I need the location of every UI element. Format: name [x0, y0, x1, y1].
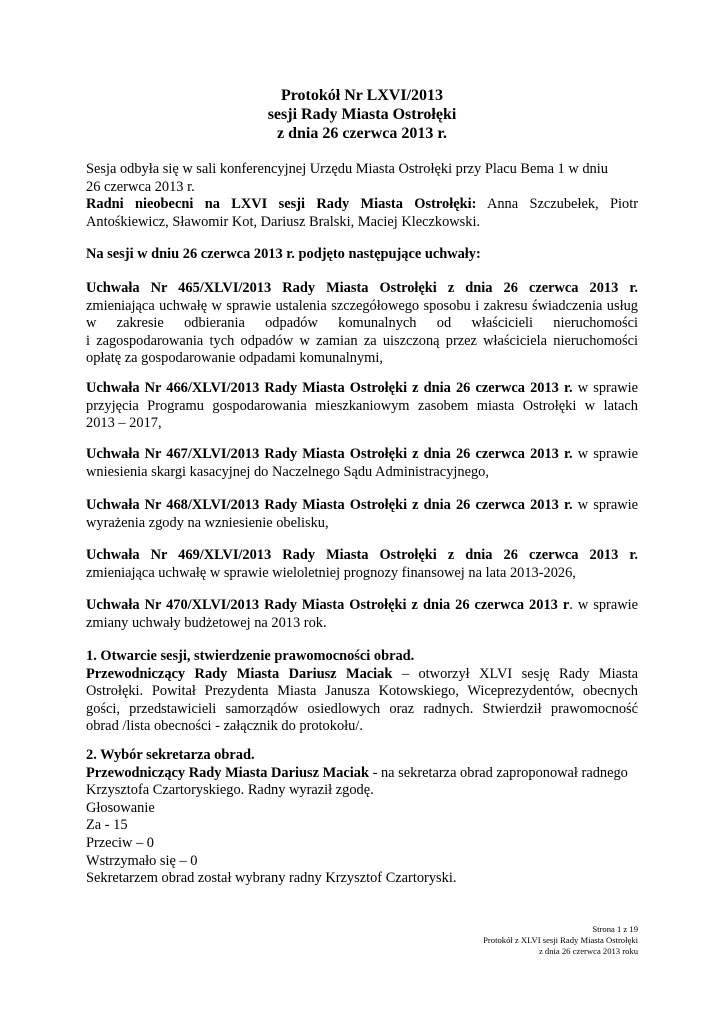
- section-1: [86, 648, 638, 736]
- vote-for: Za - 15: [86, 817, 128, 834]
- document-title: [86, 86, 638, 143]
- session-location-line-1: Sesja odbyła się w sali konferencyjnej Urzędu Miasta Ostrołęki przy Placu Bema 1 w dniu: [86, 161, 608, 177]
- section-2-line-1-rest: - na sekretarza obrad zaproponował radnego: [368, 764, 628, 781]
- resolution-head: Uchwała Nr 466/XLVI/2013 Rady Miasta Ostrołęki z dnia 26 czerwca 2013 r.: [86, 380, 573, 396]
- resolution-line: opłatę za gospodarowanie odpadami komunalnymi,: [86, 350, 383, 367]
- resolution-head: Uchwała Nr 467/XLVI/2013 Rady Miasta Ostrołęki z dnia 26 czerwca 2013 r.: [86, 446, 573, 462]
- section-2: [86, 747, 638, 888]
- resolution-line: 2013 – 2017,: [86, 415, 162, 432]
- absent-councillors-line-1: [86, 196, 638, 214]
- session-info: [86, 161, 638, 231]
- resolution-469: [86, 547, 638, 582]
- footer-doc-title: Protokół z XLVI sesji Rady Miasta Ostrołęki: [483, 935, 638, 945]
- resolutions-heading: Na sesji w dniu 26 czerwca 2013 r. podjęto następujące uchwały:: [86, 246, 481, 262]
- resolution-465: [86, 280, 638, 368]
- resolution-line: w zakresie odbierania odpadów komunalnych od właścicieli nieruchomości: [86, 315, 638, 332]
- section-1-line: gości, przedstawicieli samorządów osiedlowych oraz radnych. Stwierdził prawomocność: [86, 700, 638, 717]
- resolution-head: Uchwała Nr 468/XLVI/2013 Rady Miasta Ostrołęki z dnia 26 czerwca 2013 r.: [86, 497, 573, 513]
- resolution-line: zmiany uchwały budżetowej na 2013 rok.: [86, 614, 327, 631]
- section-2-line-1: [86, 765, 638, 783]
- resolution-line: zmieniająca uchwałę w sprawie ustalenia szczegółowego sposobu i zakresu świadczenia usług: [86, 297, 638, 314]
- resolution-head-tail: w sprawie: [572, 380, 639, 396]
- resolution-head-line: [86, 597, 638, 615]
- secretary-result: Sekretarzem obrad został wybrany radny Krzysztof Czartoryski.: [86, 870, 457, 887]
- absent-label: Radni nieobecni na LXVI sesji Rady Miasta Ostrołęki:: [86, 196, 477, 213]
- resolution-head-tail: . w sprawie: [569, 597, 638, 613]
- vote-against: Przeciw – 0: [86, 834, 154, 851]
- resolution-468: [86, 497, 638, 532]
- section-1-line-1: [86, 666, 638, 684]
- resolution-head-line: [86, 497, 638, 515]
- section-2-heading: 2. Wybór sekretarza obrad.: [86, 747, 255, 763]
- resolution-head-line: [86, 380, 638, 398]
- resolution-head-line: [86, 446, 638, 464]
- vote-abstain: Wstrzymało się – 0: [86, 852, 198, 869]
- resolution-head: Uchwała Nr 469/XLVI/2013 Rady Miasta Ostrołęki z dnia 26 czerwca 2013 r.: [86, 547, 638, 563]
- section-1-line-1-rest: – otworzył XLVI sesję Rady Miasta: [392, 665, 639, 682]
- page-footer: [483, 924, 638, 957]
- resolution-line: wniesienia skargi kasacyjnej do Naczelnego Sądu Administracyjnego,: [86, 463, 489, 480]
- vote-label: Głosowanie: [86, 799, 155, 816]
- resolution-head-tail: w sprawie: [572, 446, 639, 462]
- resolution-470: [86, 597, 638, 632]
- section-2-line-2: Krzysztofa Czartoryskiego. Radny wyraził zgodę.: [86, 782, 374, 799]
- resolution-466: [86, 380, 638, 433]
- resolution-line: przyjęcia Programu gospodarowania mieszkaniowym zasobem miasta Ostrołęki w latach: [86, 397, 638, 414]
- title-line-2: sesji Rady Miasta Ostrołęki: [267, 106, 457, 123]
- resolution-467: [86, 446, 638, 481]
- session-location-line-2: 26 czerwca 2013 r.: [86, 178, 195, 195]
- absent-names-part-1: Anna Szczubełek, Piotr: [476, 196, 638, 213]
- resolution-head: Uchwała Nr 470/XLVI/2013 Rady Miasta Ostrołęki z dnia 26 czerwca 2013 r: [86, 597, 570, 613]
- resolution-head: Uchwała Nr 465/XLVI/2013 Rady Miasta Ostrołęki z dnia 26 czerwca 2013 r.: [86, 280, 638, 296]
- footer-date: z dnia 26 czerwca 2013 roku: [538, 946, 638, 956]
- title-line-1: Protokół Nr LXVI/2013: [280, 87, 444, 104]
- absent-councillors-line-2: Antośkiewicz, Sławomir Kot, Dariusz Bralski, Maciej Kleczkowski.: [86, 213, 481, 230]
- page-number: Strona 1 z 19: [592, 924, 638, 934]
- resolution-line: zmieniająca uchwałę w sprawie wieloletniej prognozy finansowej na lata 2013-2026,: [86, 564, 576, 581]
- resolution-head-tail: w sprawie: [572, 497, 639, 513]
- section-1-line: Ostrołęki. Powitał Prezydenta Miasta Janusza Kotowskiego, Wiceprezydentów, obecnych: [86, 683, 638, 700]
- title-line-3: z dnia 26 czerwca 2013 r.: [276, 125, 448, 142]
- chairman-name: Przewodniczący Rady Miasta Dariusz Maciak: [86, 665, 393, 682]
- chairman-name: Przewodniczący Rady Miasta Dariusz Maciak: [86, 764, 369, 781]
- section-1-heading: 1. Otwarcie sesji, stwierdzenie prawomocności obrad.: [86, 648, 415, 664]
- section-1-line: obrad /lista obecności - załącznik do protokołu/.: [86, 718, 363, 735]
- resolution-line: i zagospodarowania tych odpadów w zamian za uiszczoną przez właściciela nieruchomości: [86, 332, 638, 349]
- resolution-line: wyrażenia zgody na wzniesienie obelisku,: [86, 514, 329, 531]
